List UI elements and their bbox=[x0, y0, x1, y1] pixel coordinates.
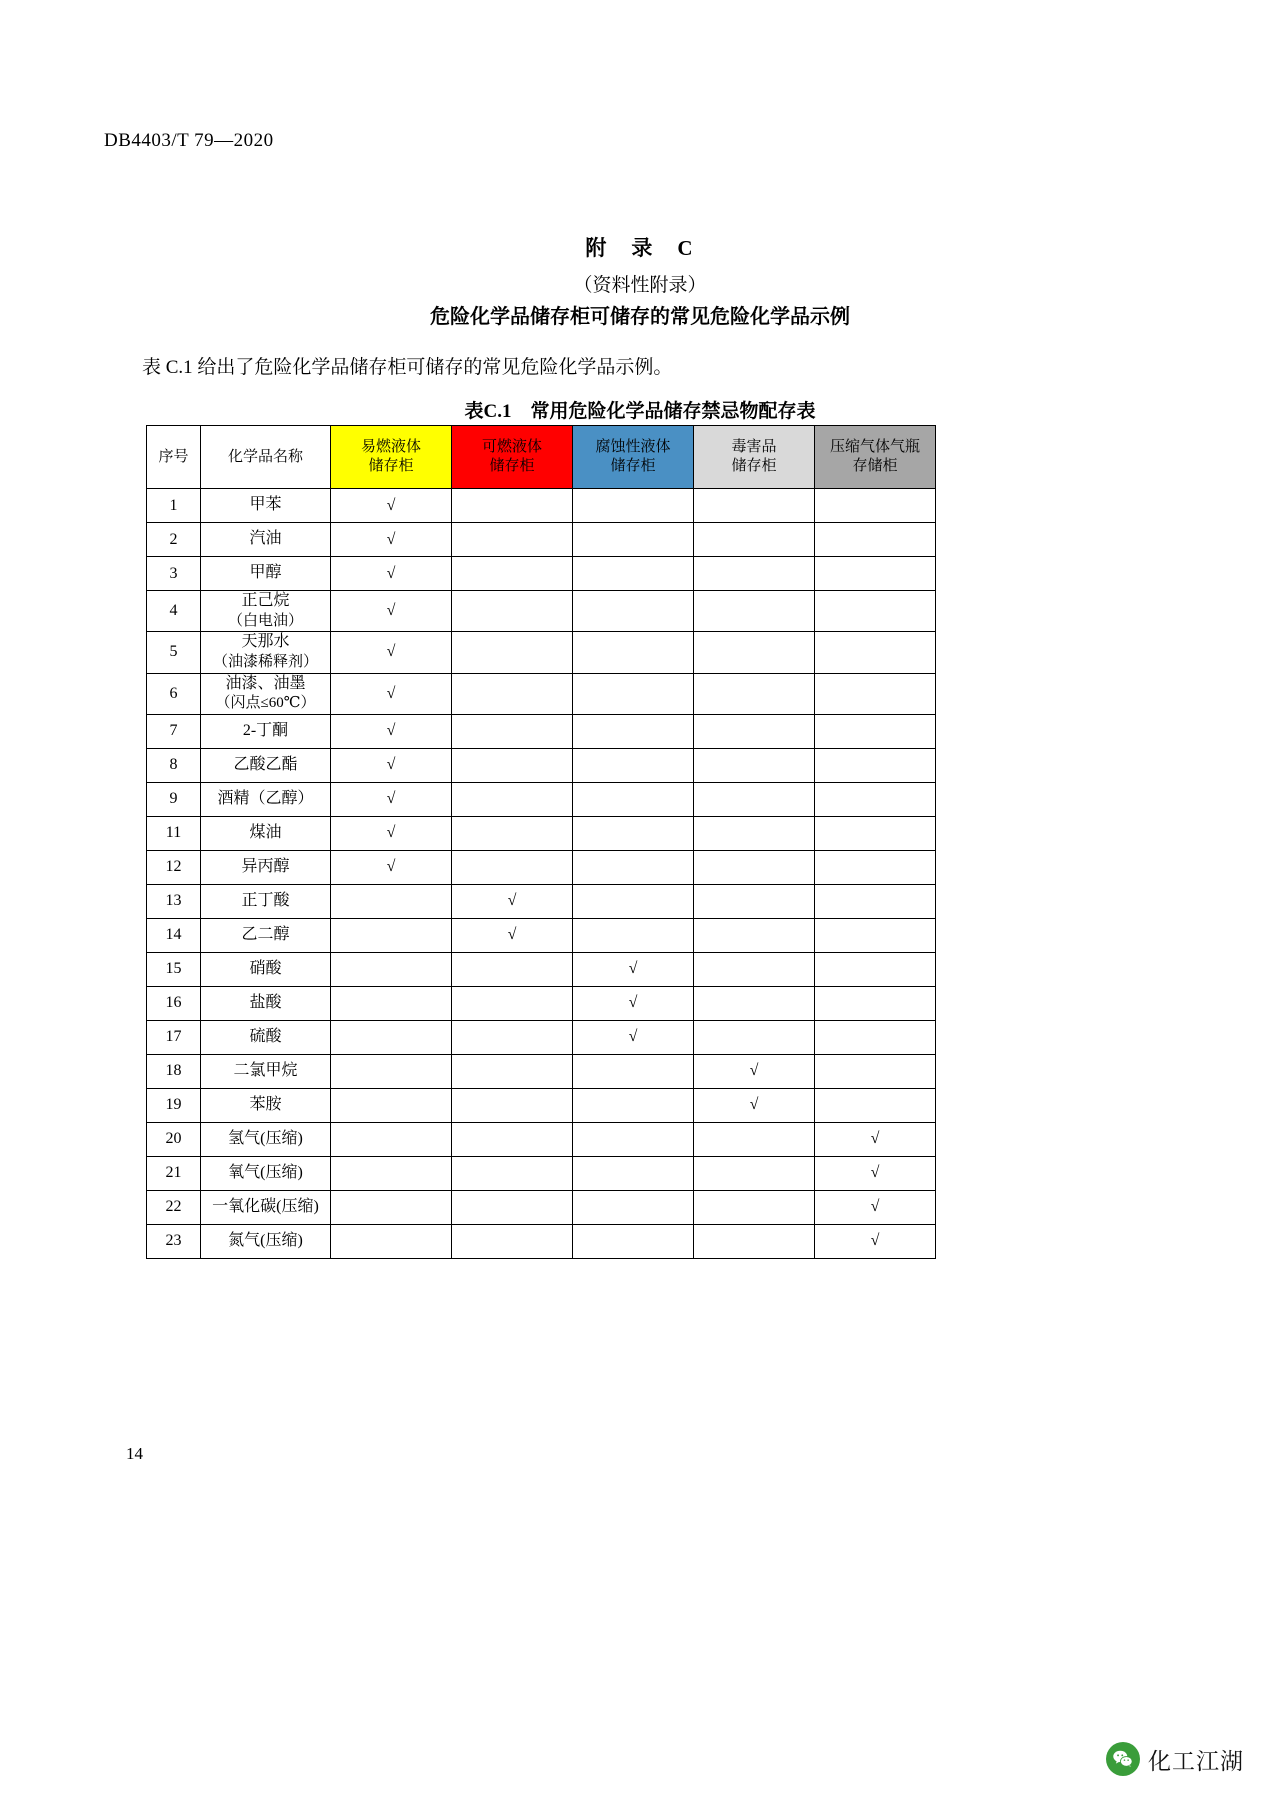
cell-gas bbox=[815, 1020, 936, 1054]
page-number: 14 bbox=[126, 1444, 143, 1463]
column-header-index: 序号 bbox=[147, 426, 201, 489]
cell-flammable bbox=[331, 714, 452, 748]
cell-combustible bbox=[452, 952, 573, 986]
cell-flammable bbox=[331, 748, 452, 782]
cell-toxic bbox=[694, 557, 815, 591]
cell-chemical-name bbox=[201, 1088, 331, 1122]
table-row bbox=[147, 748, 936, 782]
cell-gas bbox=[815, 1224, 936, 1258]
cell-gas bbox=[815, 1054, 936, 1088]
cell-flammable bbox=[331, 850, 452, 884]
chemical-name-main: 二氯甲烷 bbox=[233, 1061, 298, 1079]
table-row bbox=[147, 918, 936, 952]
table-header-row bbox=[147, 426, 936, 489]
cell-flammable bbox=[331, 816, 452, 850]
cell-corrosive bbox=[573, 1088, 694, 1122]
cell-toxic bbox=[694, 1224, 815, 1258]
check-mark-icon: √ bbox=[386, 722, 396, 740]
cell-index: 12 bbox=[147, 850, 201, 884]
table-row bbox=[147, 1156, 936, 1190]
chemical-name-main: 天那水 bbox=[241, 633, 290, 651]
cell-chemical-name bbox=[201, 748, 331, 782]
cell-corrosive bbox=[573, 952, 694, 986]
chemical-name-main: 煤油 bbox=[249, 823, 282, 841]
chemical-storage-table bbox=[146, 425, 936, 1259]
table-row bbox=[147, 591, 936, 632]
cell-corrosive bbox=[573, 850, 694, 884]
cell-combustible bbox=[452, 1054, 573, 1088]
cell-gas bbox=[815, 557, 936, 591]
chemical-name-main: 正丁酸 bbox=[241, 891, 290, 909]
cell-index: 21 bbox=[147, 1156, 201, 1190]
table-row bbox=[147, 952, 936, 986]
table-row bbox=[147, 1122, 936, 1156]
column-header-corrosive-cabinet bbox=[573, 426, 694, 489]
table-row bbox=[147, 1190, 936, 1224]
table-caption: 表C.1 常用危险化学品储存禁忌物配存表 bbox=[464, 401, 816, 422]
standard-code: DB4403/T 79—2020 bbox=[104, 130, 274, 151]
cell-combustible bbox=[452, 1156, 573, 1190]
column-header-toxic-line2: 储存柜 bbox=[731, 458, 777, 474]
cell-corrosive bbox=[573, 1190, 694, 1224]
column-header-corrosive-line2: 储存柜 bbox=[610, 458, 656, 474]
cell-chemical-name bbox=[201, 1020, 331, 1054]
cell-combustible bbox=[452, 816, 573, 850]
cell-gas bbox=[815, 523, 936, 557]
table-row bbox=[147, 782, 936, 816]
cell-corrosive bbox=[573, 1054, 694, 1088]
cell-corrosive bbox=[573, 816, 694, 850]
cell-chemical-name bbox=[201, 1190, 331, 1224]
chemical-name-main: 硫酸 bbox=[249, 1027, 282, 1045]
cell-combustible bbox=[452, 1190, 573, 1224]
cell-corrosive bbox=[573, 1156, 694, 1190]
cell-toxic bbox=[694, 986, 815, 1020]
cell-corrosive bbox=[573, 673, 694, 714]
check-mark-icon: √ bbox=[870, 1164, 880, 1182]
cell-toxic bbox=[694, 632, 815, 673]
cell-combustible bbox=[452, 1088, 573, 1122]
cell-chemical-name bbox=[201, 884, 331, 918]
check-mark-icon: √ bbox=[870, 1130, 880, 1148]
cell-combustible bbox=[452, 782, 573, 816]
table-row bbox=[147, 489, 936, 523]
cell-chemical-name bbox=[201, 850, 331, 884]
table-row bbox=[147, 986, 936, 1020]
cell-flammable bbox=[331, 673, 452, 714]
cell-gas bbox=[815, 918, 936, 952]
appendix-name: 危险化学品储存柜可储存的常见危险化学品示例 bbox=[430, 306, 850, 328]
cell-flammable bbox=[331, 1122, 452, 1156]
chemical-name-main: 甲苯 bbox=[249, 496, 282, 514]
cell-corrosive bbox=[573, 591, 694, 632]
cell-index: 20 bbox=[147, 1122, 201, 1156]
cell-chemical-name bbox=[201, 714, 331, 748]
cell-flammable bbox=[331, 1190, 452, 1224]
check-mark-icon: √ bbox=[870, 1232, 880, 1250]
cell-index: 2 bbox=[147, 523, 201, 557]
cell-chemical-name bbox=[201, 489, 331, 523]
cell-toxic bbox=[694, 591, 815, 632]
check-mark-icon: √ bbox=[628, 994, 638, 1012]
column-header-toxic-line1: 毒害品 bbox=[731, 439, 777, 456]
cell-toxic bbox=[694, 1054, 815, 1088]
cell-flammable bbox=[331, 489, 452, 523]
chemical-name-main: 氮气(压缩) bbox=[228, 1231, 303, 1249]
check-mark-icon: √ bbox=[628, 1028, 638, 1046]
cell-toxic bbox=[694, 816, 815, 850]
watermark bbox=[1106, 1742, 1244, 1776]
cell-combustible bbox=[452, 489, 573, 523]
check-mark-icon: √ bbox=[386, 643, 396, 661]
chemical-name-main: 甲醇 bbox=[249, 564, 282, 582]
column-header-toxic-cabinet bbox=[694, 426, 815, 489]
cell-corrosive bbox=[573, 523, 694, 557]
cell-index: 17 bbox=[147, 1020, 201, 1054]
cell-flammable bbox=[331, 986, 452, 1020]
chemical-name-main: 乙二醇 bbox=[241, 925, 290, 943]
table-row bbox=[147, 816, 936, 850]
table-row bbox=[147, 850, 936, 884]
cell-flammable bbox=[331, 1224, 452, 1258]
cell-gas bbox=[815, 714, 936, 748]
cell-toxic bbox=[694, 714, 815, 748]
table-body bbox=[147, 489, 936, 1259]
cell-chemical-name bbox=[201, 918, 331, 952]
cell-chemical-name bbox=[201, 1224, 331, 1258]
chemical-name-main: 正己烷 bbox=[241, 592, 290, 609]
cell-combustible bbox=[452, 632, 573, 673]
cell-toxic bbox=[694, 1190, 815, 1224]
cell-corrosive bbox=[573, 714, 694, 748]
cell-gas bbox=[815, 986, 936, 1020]
cell-flammable bbox=[331, 952, 452, 986]
cell-gas bbox=[815, 748, 936, 782]
cell-combustible bbox=[452, 714, 573, 748]
check-mark-icon: √ bbox=[386, 496, 396, 514]
cell-gas bbox=[815, 1190, 936, 1224]
cell-combustible bbox=[452, 884, 573, 918]
check-mark-icon: √ bbox=[507, 926, 517, 944]
cell-corrosive bbox=[573, 884, 694, 918]
check-mark-icon: √ bbox=[386, 824, 396, 842]
cell-toxic bbox=[694, 952, 815, 986]
chemical-name-main: 氧气(压缩) bbox=[228, 1163, 303, 1181]
cell-index: 19 bbox=[147, 1088, 201, 1122]
cell-chemical-name bbox=[201, 952, 331, 986]
cell-toxic bbox=[694, 884, 815, 918]
cell-toxic bbox=[694, 782, 815, 816]
cell-index: 4 bbox=[147, 591, 201, 632]
cell-toxic bbox=[694, 523, 815, 557]
cell-flammable bbox=[331, 782, 452, 816]
cell-chemical-name bbox=[201, 816, 331, 850]
cell-combustible bbox=[452, 523, 573, 557]
cell-chemical-name bbox=[201, 1122, 331, 1156]
cell-corrosive bbox=[573, 489, 694, 523]
chemical-name-main: 苯胺 bbox=[249, 1095, 282, 1113]
cell-flammable bbox=[331, 1088, 452, 1122]
table-row bbox=[147, 1054, 936, 1088]
table-row bbox=[147, 714, 936, 748]
cell-index: 15 bbox=[147, 952, 201, 986]
cell-chemical-name bbox=[201, 1054, 331, 1088]
cell-index: 14 bbox=[147, 918, 201, 952]
cell-corrosive bbox=[573, 1224, 694, 1258]
table-row bbox=[147, 673, 936, 714]
wechat-icon bbox=[1106, 1742, 1140, 1776]
cell-index: 18 bbox=[147, 1054, 201, 1088]
cell-chemical-name bbox=[201, 782, 331, 816]
cell-flammable bbox=[331, 1156, 452, 1190]
table-row bbox=[147, 1224, 936, 1258]
chemical-name-main: 2-丁酮 bbox=[242, 721, 289, 739]
cell-index: 13 bbox=[147, 884, 201, 918]
cell-toxic bbox=[694, 489, 815, 523]
check-mark-icon: √ bbox=[386, 684, 396, 702]
cell-index: 23 bbox=[147, 1224, 201, 1258]
check-mark-icon: √ bbox=[386, 858, 396, 876]
check-mark-icon: √ bbox=[507, 892, 517, 910]
cell-flammable bbox=[331, 884, 452, 918]
cell-toxic bbox=[694, 918, 815, 952]
table-row bbox=[147, 1088, 936, 1122]
chemical-name-main: 氢气(压缩) bbox=[228, 1129, 303, 1147]
cell-index: 16 bbox=[147, 986, 201, 1020]
cell-corrosive bbox=[573, 918, 694, 952]
column-header-corrosive-line1: 腐蚀性液体 bbox=[595, 439, 671, 456]
table-row bbox=[147, 557, 936, 591]
cell-chemical-name bbox=[201, 591, 331, 632]
cell-index: 22 bbox=[147, 1190, 201, 1224]
cell-corrosive bbox=[573, 986, 694, 1020]
check-mark-icon: √ bbox=[749, 1096, 759, 1114]
cell-index: 9 bbox=[147, 782, 201, 816]
cell-toxic bbox=[694, 748, 815, 782]
chemical-name-main: 盐酸 bbox=[249, 993, 282, 1011]
column-header-flammable-line2: 储存柜 bbox=[368, 458, 414, 474]
cell-chemical-name bbox=[201, 986, 331, 1020]
cell-index: 11 bbox=[147, 816, 201, 850]
cell-flammable bbox=[331, 591, 452, 632]
cell-corrosive bbox=[573, 557, 694, 591]
cell-combustible bbox=[452, 1122, 573, 1156]
table-row bbox=[147, 632, 936, 673]
cell-toxic bbox=[694, 1122, 815, 1156]
chemical-name-main: 乙酸乙酯 bbox=[233, 755, 298, 773]
appendix-subtitle: （资料性附录） bbox=[573, 275, 707, 296]
check-mark-icon: √ bbox=[386, 564, 396, 582]
cell-corrosive bbox=[573, 782, 694, 816]
column-header-combustible-cabinet bbox=[452, 426, 573, 489]
cell-combustible bbox=[452, 557, 573, 591]
cell-chemical-name bbox=[201, 632, 331, 673]
table-row bbox=[147, 1020, 936, 1054]
cell-gas bbox=[815, 673, 936, 714]
cell-corrosive bbox=[573, 632, 694, 673]
chemical-name-main: 酒精（乙醇） bbox=[217, 789, 314, 807]
column-header-combustible-line2: 储存柜 bbox=[489, 458, 535, 474]
cell-flammable bbox=[331, 918, 452, 952]
check-mark-icon: √ bbox=[386, 602, 396, 620]
cell-flammable bbox=[331, 1054, 452, 1088]
cell-gas bbox=[815, 489, 936, 523]
check-mark-icon: √ bbox=[870, 1198, 880, 1216]
cell-toxic bbox=[694, 1020, 815, 1054]
cell-chemical-name bbox=[201, 673, 331, 714]
cell-combustible bbox=[452, 591, 573, 632]
cell-gas bbox=[815, 884, 936, 918]
cell-index: 7 bbox=[147, 714, 201, 748]
chemical-name-sub: （白电油） bbox=[227, 612, 303, 629]
cell-corrosive bbox=[573, 1122, 694, 1156]
cell-toxic bbox=[694, 1156, 815, 1190]
column-header-gas-line2: 存储柜 bbox=[852, 458, 898, 474]
check-mark-icon: √ bbox=[386, 530, 396, 548]
cell-index: 8 bbox=[147, 748, 201, 782]
cell-flammable bbox=[331, 523, 452, 557]
chemical-name-sub: （油漆稀释剂） bbox=[212, 654, 318, 671]
cell-corrosive bbox=[573, 748, 694, 782]
cell-toxic bbox=[694, 673, 815, 714]
check-mark-icon: √ bbox=[628, 960, 638, 978]
chemical-name-main: 硝酸 bbox=[249, 959, 282, 977]
chemical-name-sub: （闪点≤60℃） bbox=[215, 695, 316, 712]
cell-chemical-name bbox=[201, 1156, 331, 1190]
cell-combustible bbox=[452, 986, 573, 1020]
chemical-name-main: 一氧化碳(压缩) bbox=[212, 1197, 319, 1215]
cell-combustible bbox=[452, 918, 573, 952]
cell-flammable bbox=[331, 632, 452, 673]
cell-combustible bbox=[452, 1020, 573, 1054]
watermark-text: 化工江湖 bbox=[1148, 1747, 1244, 1774]
cell-gas bbox=[815, 1088, 936, 1122]
cell-toxic bbox=[694, 850, 815, 884]
cell-flammable bbox=[331, 1020, 452, 1054]
cell-toxic bbox=[694, 1088, 815, 1122]
cell-combustible bbox=[452, 673, 573, 714]
column-header-flammable-line1: 易燃液体 bbox=[360, 439, 421, 456]
intro-paragraph: 表 C.1 给出了危险化学品储存柜可储存的常见危险化学品示例。 bbox=[142, 357, 673, 378]
appendix-title: 附 录 C bbox=[585, 236, 695, 260]
chemical-name-main: 油漆、油墨 bbox=[225, 674, 306, 692]
chemical-name-main: 汽油 bbox=[249, 530, 282, 548]
cell-gas bbox=[815, 782, 936, 816]
table-row bbox=[147, 884, 936, 918]
cell-combustible bbox=[452, 850, 573, 884]
cell-gas bbox=[815, 952, 936, 986]
check-mark-icon: √ bbox=[749, 1062, 759, 1080]
cell-index: 3 bbox=[147, 557, 201, 591]
cell-gas bbox=[815, 1156, 936, 1190]
cell-flammable bbox=[331, 557, 452, 591]
cell-gas bbox=[815, 591, 936, 632]
column-header-flammable-cabinet bbox=[331, 426, 452, 489]
cell-chemical-name bbox=[201, 557, 331, 591]
cell-combustible bbox=[452, 748, 573, 782]
cell-gas bbox=[815, 816, 936, 850]
check-mark-icon: √ bbox=[386, 756, 396, 774]
column-header-gas-line1: 压缩气体气瓶 bbox=[829, 439, 920, 456]
cell-index: 1 bbox=[147, 489, 201, 523]
cell-corrosive bbox=[573, 1020, 694, 1054]
cell-index: 6 bbox=[147, 673, 201, 714]
chemical-name-main: 异丙醇 bbox=[241, 857, 290, 875]
column-header-combustible-line1: 可燃液体 bbox=[481, 439, 542, 456]
cell-gas bbox=[815, 1122, 936, 1156]
cell-gas bbox=[815, 850, 936, 884]
table-row bbox=[147, 523, 936, 557]
cell-chemical-name bbox=[201, 523, 331, 557]
column-header-name: 化学品名称 bbox=[201, 426, 331, 489]
check-mark-icon: √ bbox=[386, 790, 396, 808]
cell-gas bbox=[815, 632, 936, 673]
column-header-gas-cabinet bbox=[815, 426, 936, 489]
cell-index: 5 bbox=[147, 632, 201, 673]
cell-combustible bbox=[452, 1224, 573, 1258]
